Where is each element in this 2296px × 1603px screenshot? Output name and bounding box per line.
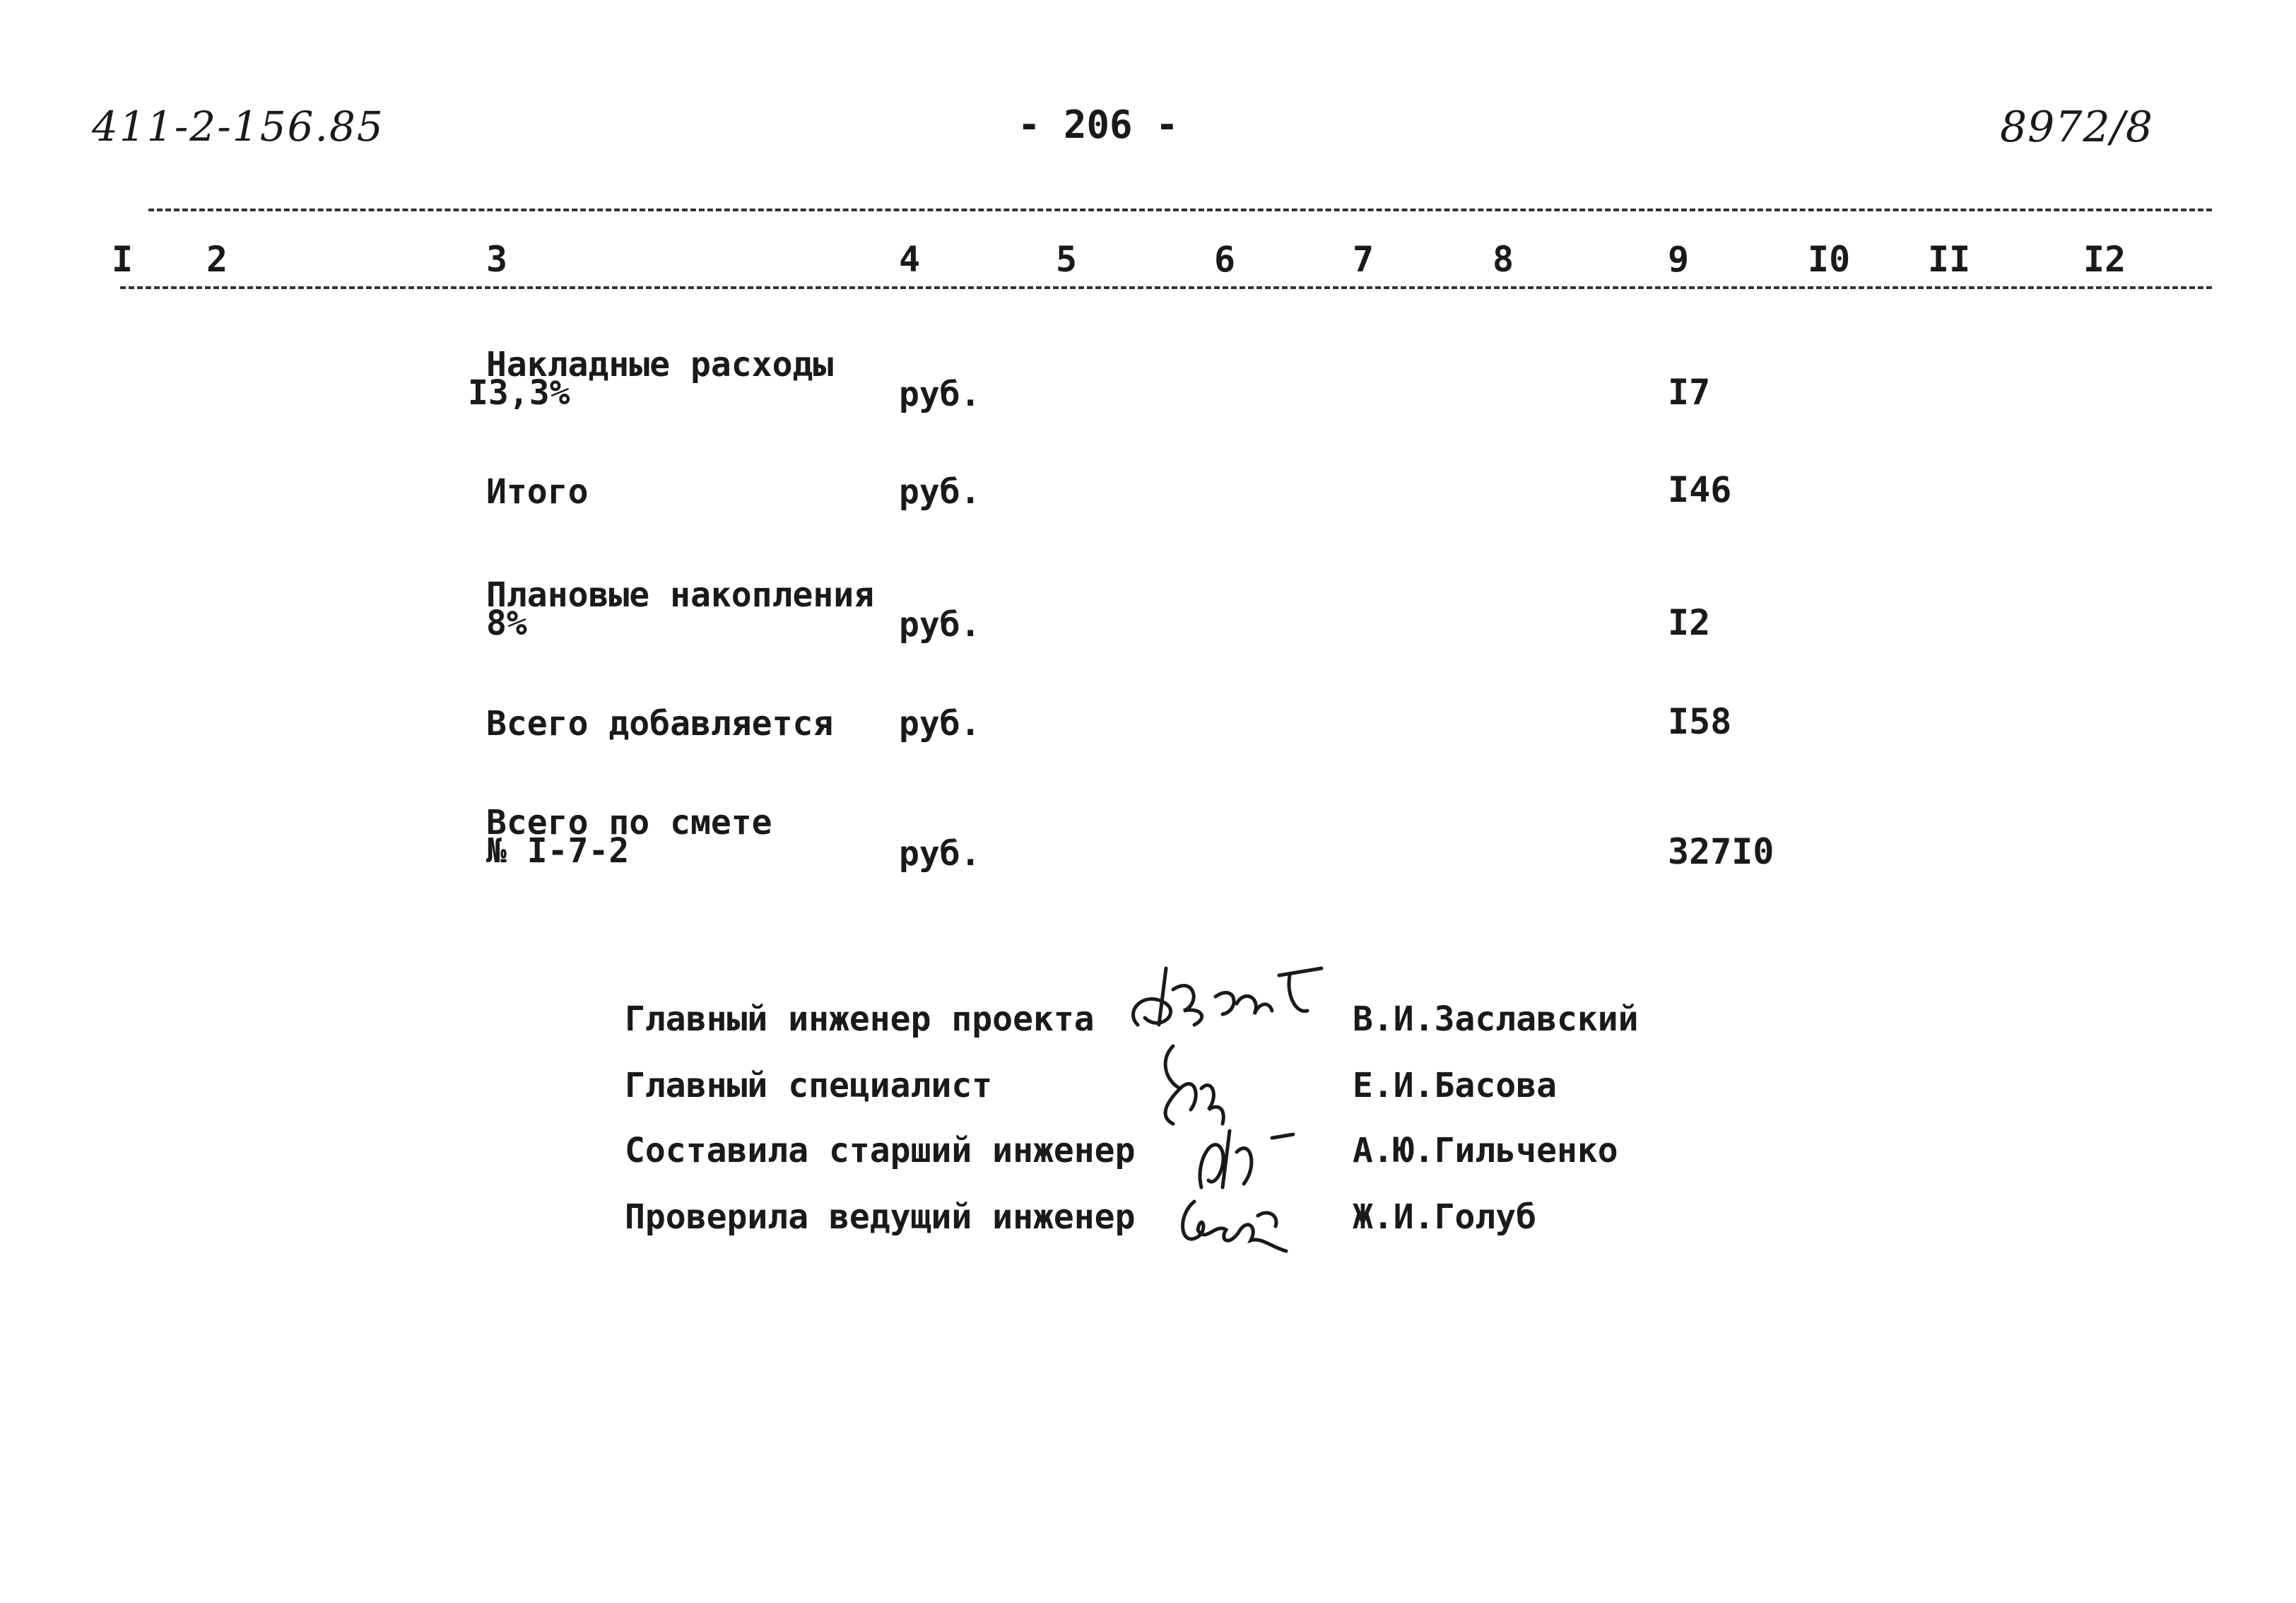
- row-2-value: I46: [1668, 469, 1732, 510]
- row-1-name: Накладные расходы: [486, 345, 834, 384]
- column-number-10: I0: [1808, 239, 1851, 280]
- signature-mark-3: [1187, 1117, 1300, 1194]
- signature-mark-4: [1173, 1187, 1300, 1258]
- signature-name-4: Ж.И.Голуб: [1353, 1197, 1537, 1237]
- column-number-4: 4: [899, 239, 921, 280]
- row-5-name: Всего по смете: [486, 803, 772, 842]
- row-3-unit: руб.: [899, 605, 981, 645]
- column-number-7: 7: [1353, 239, 1374, 280]
- document-code: 411-2-156.85: [92, 102, 384, 151]
- row-3-name: Плановые накопления: [486, 575, 875, 615]
- row-1-value: I7: [1668, 372, 1711, 413]
- sheet-code: 8972/8: [2000, 102, 2154, 152]
- column-number-2: 2: [206, 239, 228, 280]
- table-header-rule: [120, 286, 2212, 289]
- signature-role-2: Главный специалист: [625, 1066, 993, 1105]
- signature-role-1: Главный инженер проекта: [625, 999, 1095, 1039]
- row-1-unit: руб.: [899, 375, 981, 414]
- column-number-5: 5: [1056, 239, 1078, 280]
- signature-name-1: В.И.Заславский: [1353, 999, 1639, 1039]
- row-5-estimate-number: № I-7-2: [486, 831, 630, 871]
- table-top-rule: [148, 209, 2212, 211]
- row-5-unit: руб.: [899, 834, 981, 874]
- column-number-3: 3: [486, 239, 508, 280]
- column-number-11: II: [1928, 239, 1971, 280]
- row-2-unit: руб.: [899, 472, 981, 512]
- signature-role-4: Проверила ведущий инженер: [625, 1197, 1136, 1237]
- row-2-name: Итого: [486, 472, 589, 512]
- signature-mark-1: [1117, 947, 1329, 1046]
- row-4-unit: руб.: [899, 704, 981, 744]
- row-3-value: I2: [1668, 602, 1711, 643]
- row-3-rate: 8%: [486, 604, 527, 643]
- row-4-value: I58: [1668, 701, 1732, 742]
- column-number-1: I: [112, 239, 134, 280]
- column-number-12: I2: [2083, 239, 2126, 280]
- signature-role-3: Составила старший инженер: [625, 1131, 1136, 1170]
- column-number-8: 8: [1493, 239, 1514, 280]
- row-4-name: Всего добавляется: [486, 704, 834, 744]
- column-number-6: 6: [1214, 239, 1236, 280]
- signature-name-2: Е.И.Басова: [1353, 1066, 1557, 1105]
- row-5-value: 327I0: [1668, 831, 1774, 872]
- page-number: - 206 -: [1018, 102, 1179, 147]
- column-number-9: 9: [1668, 239, 1690, 280]
- row-1-rate: I3,3%: [468, 373, 570, 413]
- signature-name-3: А.Ю.Гильченко: [1353, 1131, 1618, 1170]
